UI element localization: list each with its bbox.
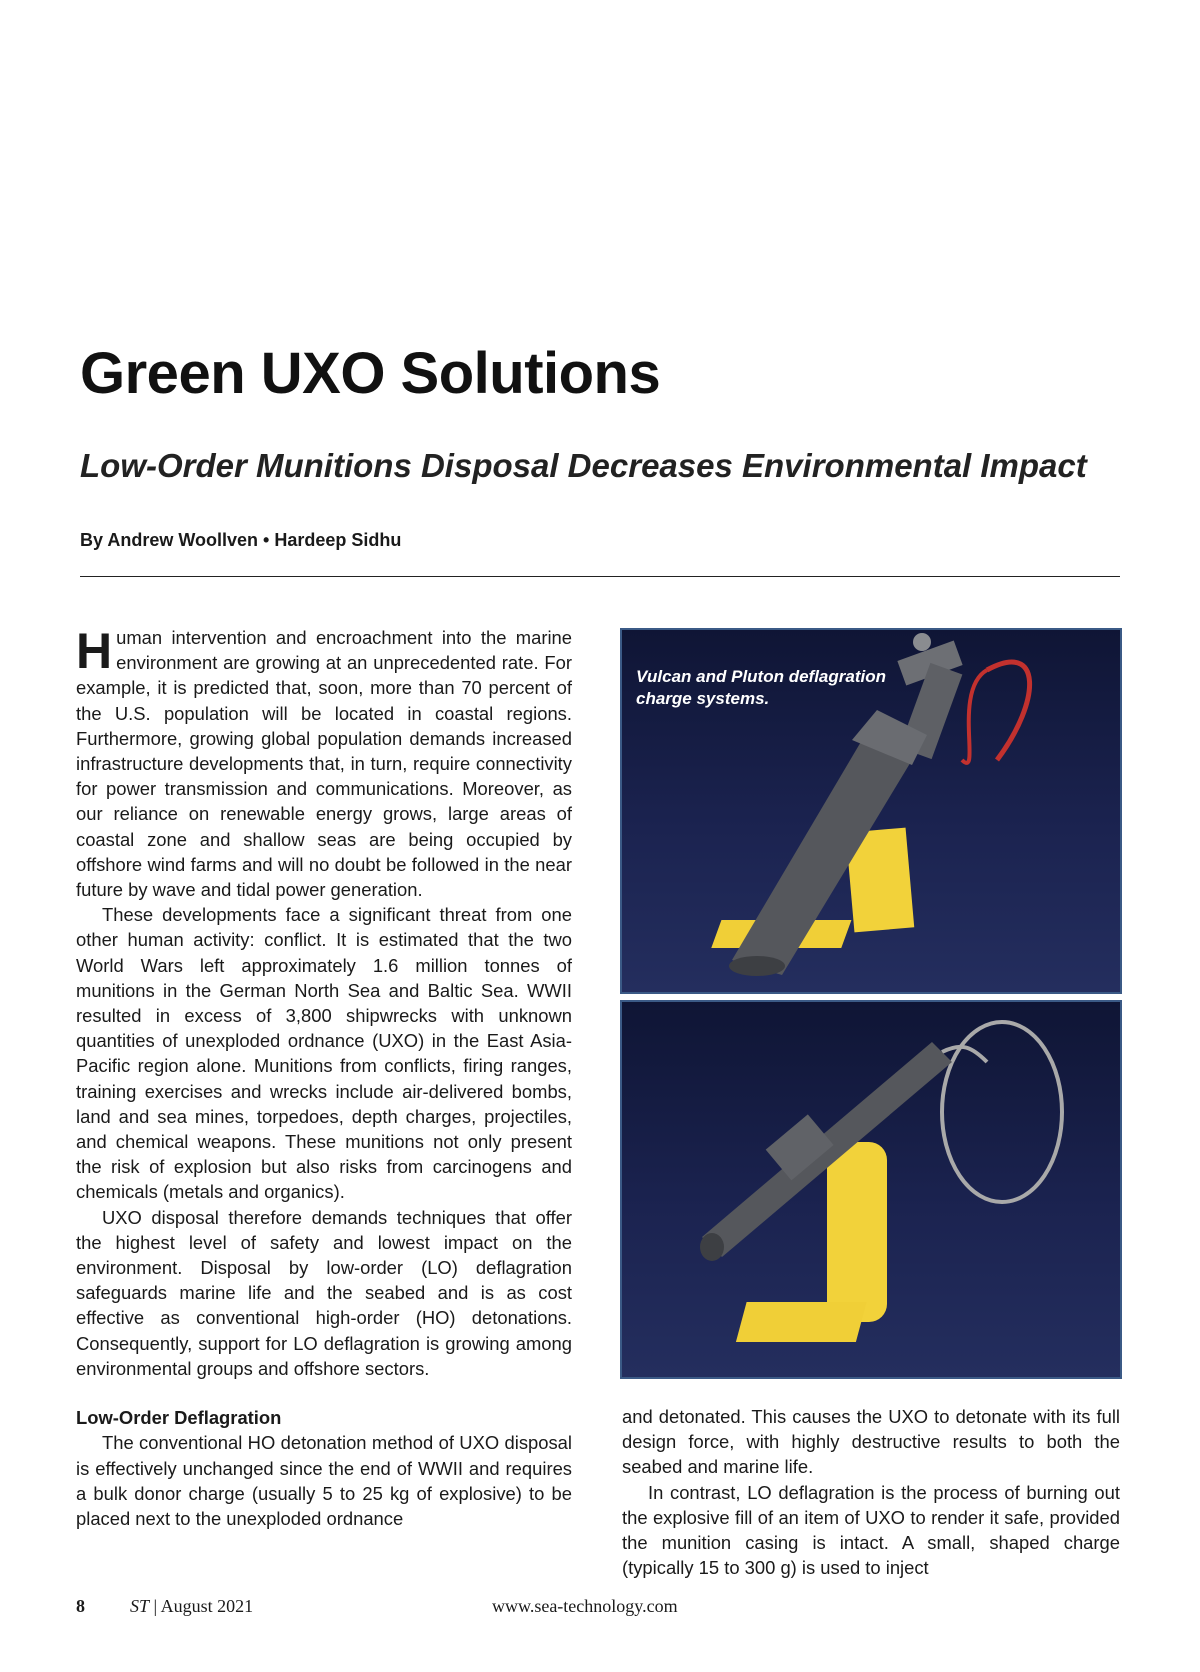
body-column-right <box>622 1404 1120 1580</box>
page-number: 8 <box>76 1596 85 1616</box>
issue-date: | August 2021 <box>149 1596 254 1616</box>
pluton-charge-illustration <box>622 1002 1120 1377</box>
article-subtitle: Low-Order Munitions Disposal Decreases Environmental Impact <box>80 447 1087 484</box>
drop-cap: H <box>76 623 113 679</box>
title-divider <box>80 576 1120 577</box>
red-fuse-loop <box>962 670 987 763</box>
photo-vulcan-charge <box>620 628 1122 994</box>
red-fuse-line <box>987 662 1030 760</box>
charge-tip <box>700 1233 724 1261</box>
paragraph-conflict: These developments face a significant threat from one other human activity: conflict. It is estimated that the two World Wars left approximately 1.6 million tonnes of munitions in the German North Sea and Baltic Sea. WWII resulted in excess of 3,800 shipwrecks with unknown quantities of unexploded ordnance (UXO) in the East Asia-Pacific region alone. Munitions from conflicts, firing ranges, training exercises and wrecks include air-delivered bombs, land and sea mines, torpedoes, depth charges, projectiles, and chemical weapons. These munitions not only present the risk of explosion but also risks from carcinogens and chemicals (metals and organics). <box>76 904 572 1203</box>
figure-caption: Vulcan and Pluton deflagration charge systems. <box>636 667 886 708</box>
paragraph-disposal: UXO disposal therefore demands techniques that offer the highest level of safety and lowest impact on the environment. Disposal by low-order (LO) deflagration safeguards marine life and the seabed and is as cost effective as conventional high-order (HO) detonations. Consequently, support for LO deflagration is growing among environmental groups and offshore sectors. <box>76 1206 572 1379</box>
paragraph-intro <box>76 625 572 902</box>
yellow-stand-base <box>736 1302 867 1342</box>
paragraph-intro-text: uman intervention and encroachment into the marine environment are growing at an unprecedented rate. For example, it is predicted that, soon, more than 70 percent of the U.S. population will be located in coastal regions. Furthermore, growing global population demands increased infrastructure developments that, in turn, require connectivity for power transmission and communications. Moreover, as our reliance on renewable energy grows, large areas of coastal zone and shallow seas are being occupied by offshore wind farms and will no doubt be followed in the near future by wave and tidal power generation. <box>76 627 572 901</box>
photo-pluton-charge <box>620 1000 1122 1379</box>
website-link[interactable]: www.sea-technology.com <box>492 1596 678 1616</box>
section-heading: Low-Order Deflagration <box>76 1407 282 1429</box>
journal-name: ST <box>130 1596 150 1616</box>
yellow-stand-arm <box>827 1142 887 1322</box>
article-title: Green UXO Solutions <box>80 341 661 406</box>
paragraph-ho-detonation: The conventional HO detonation method of UXO disposal is effectively unchanged since the end of WWII and requires a bulk donor charge (usually 5 to 25 kg of explosive) to be placed next to the unexploded ordnance <box>76 1432 572 1529</box>
paragraph-detonation-continued: and detonated. This causes the UXO to detonate with its full design force, with highly destructive results to both the seabed and marine life. <box>622 1406 1120 1478</box>
clamp-knob <box>913 633 931 651</box>
grey-fuse-loop <box>942 1022 1062 1202</box>
paragraph-lo-deflagration: In contrast, LO deflagration is the process of burning out the explosive fill of an item of UXO to render it safe, provided the munition casing is intact. A small, shaped charge (typically 15 to 300 g) is used to inject <box>622 1481 1120 1579</box>
issue-info <box>130 1596 253 1617</box>
body-column-left <box>76 625 572 1531</box>
charge-tip <box>729 956 785 976</box>
byline: By Andrew Woollven • Hardeep Sidhu <box>80 530 402 550</box>
